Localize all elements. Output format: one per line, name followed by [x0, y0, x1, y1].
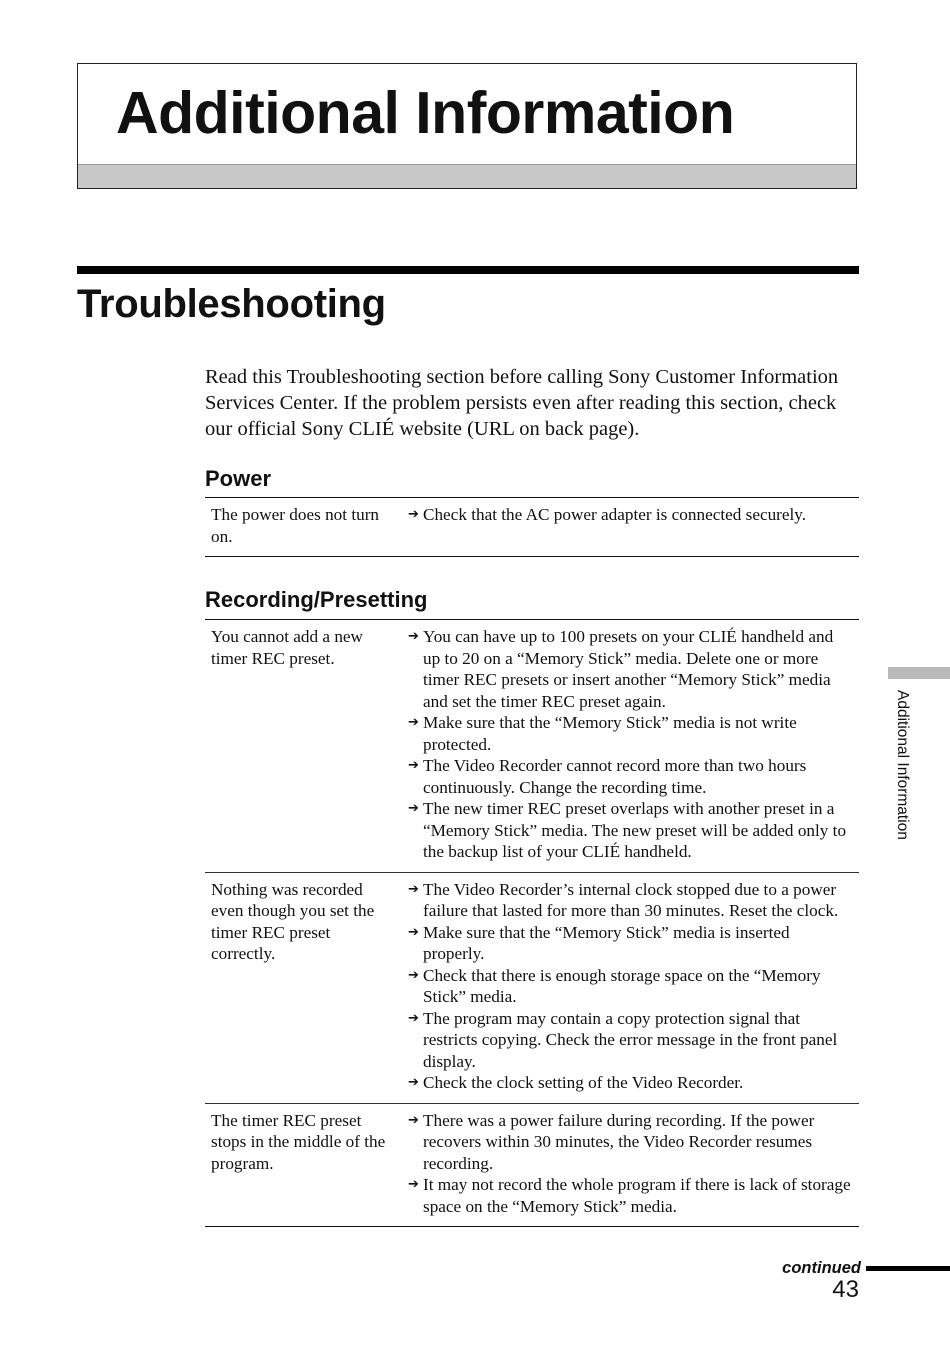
remedy-text: The Video Recorder’s internal clock stopped due to a power failure that lasted for more than 30 minutes. Reset the clock. [423, 879, 839, 920]
page-number: 43 [832, 1276, 859, 1303]
chapter-header [77, 63, 857, 189]
chapter-title: Additional Information [116, 80, 735, 146]
arrow-right-icon: ➔ [408, 1112, 419, 1128]
remedy-list [402, 1110, 859, 1218]
power-heading: Power [205, 466, 272, 491]
list-item [408, 1072, 859, 1094]
continued-label: continued [782, 1259, 861, 1277]
remedy-text: It may not record the whole program if there is lack of storage space on the “Memory Stick” media. [423, 1175, 851, 1216]
remedy-text: Make sure that the “Memory Stick” media is inserted properly. [423, 922, 790, 963]
table-row [205, 620, 859, 872]
recording-heading: Recording/Presetting [205, 587, 428, 612]
continued-rule [866, 1266, 950, 1271]
power-table [205, 497, 859, 557]
arrow-right-icon: ➔ [408, 715, 419, 730]
problem-text: Nothing was recorded even though you set the timer REC preset correctly. [211, 879, 375, 963]
arrow-right-icon: ➔ [408, 1075, 419, 1090]
remedy-text: Check that the AC power adapter is connected securely. [423, 505, 807, 524]
list-item [408, 626, 859, 712]
side-tab-marker [888, 667, 950, 679]
arrow-right-icon: ➔ [408, 1177, 419, 1192]
section-title: Troubleshooting [77, 282, 386, 326]
arrow-right-icon: ➔ [408, 758, 419, 773]
arrow-right-icon: ➔ [408, 924, 419, 940]
list-item [408, 712, 859, 755]
remedy-text: Make sure that the “Memory Stick” media is not write protected. [423, 713, 797, 754]
problem-text: You cannot add a new timer REC preset. [211, 627, 363, 668]
list-item [408, 504, 859, 526]
remedy-text: The new timer REC preset overlaps with another preset in a “Memory Stick” media. The new preset will be added only to the backup list of your CLIÉ handheld. [423, 799, 847, 861]
list-item [408, 1174, 859, 1217]
recording-table [205, 619, 859, 1227]
intro-paragraph: Read this Troubleshooting section before calling Sony Customer Information Services Center. If the problem persists even after reading this section, check our official Sony CLIÉ website (URL on back page). [205, 366, 839, 440]
list-item [408, 922, 859, 965]
remedy-text: You can have up to 100 presets on your CLIÉ handheld and up to 20 on a “Memory Stick” media. Delete one or more timer REC presets or insert another “Memory Stick” media and set the timer REC preset again. [423, 627, 834, 711]
remedy-text: The program may contain a copy protection signal that restricts copying. Check the error message in the front panel display. [423, 1008, 838, 1071]
problem-text: The timer REC preset stops in the middle of the program. [211, 1110, 386, 1173]
arrow-right-icon: ➔ [408, 507, 419, 522]
arrow-right-icon: ➔ [408, 1010, 419, 1026]
list-item [408, 798, 859, 863]
list-item [408, 1110, 859, 1175]
chapter-header-band [78, 164, 856, 188]
remedy-text: There was a power failure during recording. If the power recovers within 30 minutes, the Video Recorder resumes recording. [423, 1110, 815, 1173]
side-tab-label: Additional Information [894, 690, 911, 840]
table-row [205, 872, 859, 1103]
section-divider [77, 266, 859, 274]
list-item [408, 879, 859, 922]
remedy-text: Check that there is enough storage space on the “Memory Stick” media. [423, 965, 821, 1006]
arrow-right-icon: ➔ [408, 967, 419, 983]
remedy-text: The Video Recorder cannot record more than two hours continuously. Change the recording time. [423, 756, 807, 797]
table-row [205, 1103, 859, 1227]
list-item [408, 965, 859, 1008]
table-row [205, 498, 859, 556]
list-item [408, 1008, 859, 1073]
remedy-list [402, 504, 859, 547]
remedy-list [402, 626, 859, 863]
arrow-right-icon: ➔ [408, 881, 419, 897]
arrow-right-icon: ➔ [408, 801, 419, 816]
remedy-text: Check the clock setting of the Video Recorder. [423, 1073, 744, 1092]
problem-text: The power does not turn on. [211, 505, 380, 546]
arrow-right-icon: ➔ [408, 629, 419, 644]
list-item [408, 755, 859, 798]
remedy-list [402, 879, 859, 1094]
